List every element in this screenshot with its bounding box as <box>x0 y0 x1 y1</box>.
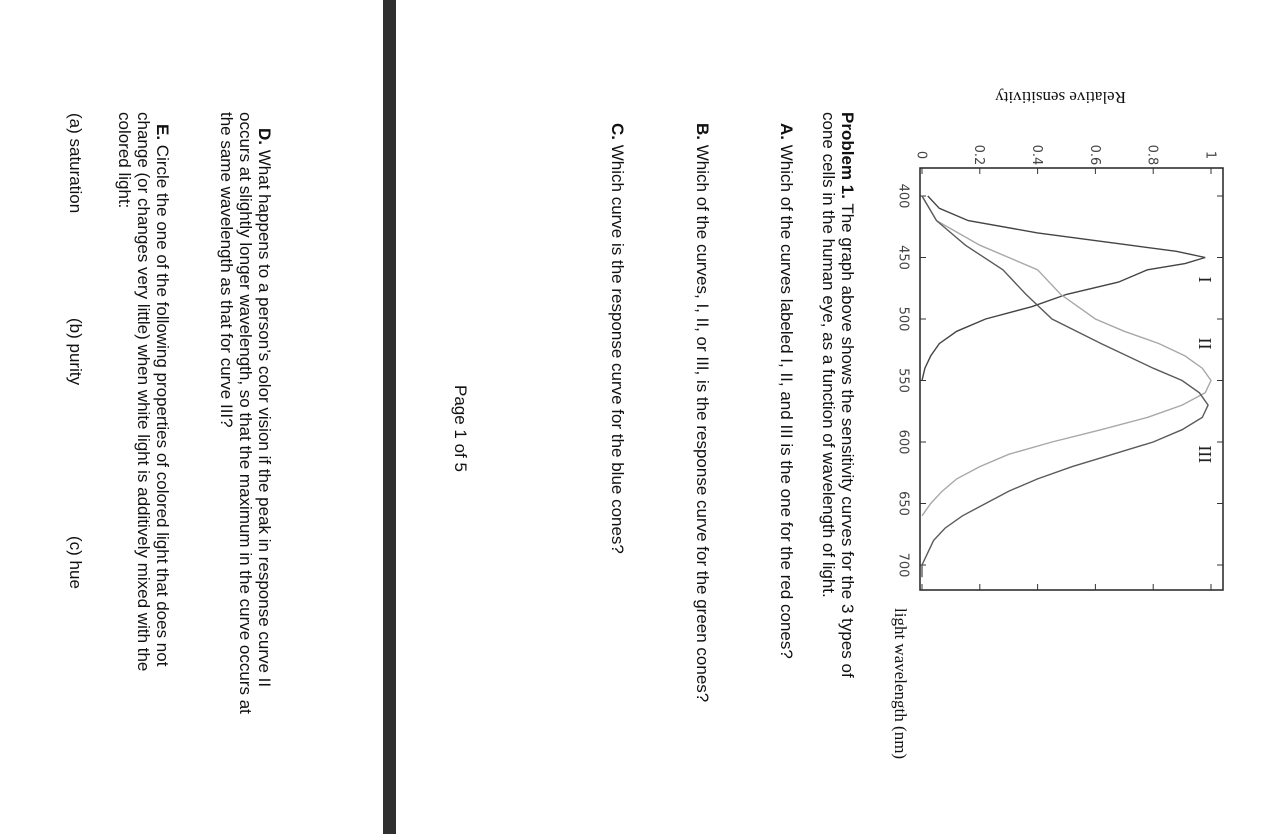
problem-intro-line2: cone cells in the human eye, as a function of wavelength of light. <box>819 112 838 598</box>
y-tick-label: 0 <box>913 150 929 160</box>
y-tick-label: 1 <box>1202 150 1218 160</box>
page-divider <box>383 0 396 834</box>
y-tick-label: 0.6 <box>1086 144 1102 166</box>
question-e-line3: colored light: <box>115 112 134 209</box>
question-c: C. Which curve is the response curve for the blue cones? <box>608 123 627 554</box>
x-tick-label: 500 <box>895 306 911 332</box>
page-number: Page 1 of 5 <box>451 385 470 472</box>
problem-title: Problem 1. <box>838 112 857 199</box>
y-tick-label: 0.8 <box>1144 144 1160 166</box>
question-d-line2: occurs at slightly longer wavelength, so that the maximum in the curve occurs at <box>236 112 255 714</box>
question-e-line1: E. Circle the one of the following properties of colored light that does not <box>153 124 172 667</box>
x-tick-label: 550 <box>895 368 911 393</box>
x-tick-label: 700 <box>895 552 911 578</box>
x-tick-label: 650 <box>895 491 911 516</box>
option-saturation[interactable]: (a) saturation <box>66 113 85 214</box>
problem-intro-line1: Problem 1. The graph above shows the sensitivity curves for the 3 types of <box>838 112 857 678</box>
y-axis-label: Relative sensitivity <box>995 88 1126 107</box>
option-purity[interactable]: (b) purity <box>66 318 85 386</box>
y-tick-label: 0.4 <box>1029 144 1045 166</box>
question-a: A. Which of the curves labeled I, II, and III is the one for the red cones? <box>777 123 796 659</box>
curve-label-ii: II <box>1194 337 1215 350</box>
option-hue[interactable]: (c) hue <box>66 536 85 589</box>
chart-curves <box>922 196 1211 577</box>
question-b: B. Which of the curves, I, II, or III, is the response curve for the green cones? <box>693 123 712 703</box>
curve-label-i: I <box>1194 276 1215 283</box>
question-d-line3: the same wavelength as that for curve III? <box>217 112 236 428</box>
curve-ii <box>922 196 1211 516</box>
x-tick-label: 450 <box>895 245 911 270</box>
question-d-line1: D. What happens to a person’s color vision if the peak in response curve II <box>255 128 274 688</box>
question-e-line2: change (or changes very little) when white light is additively mixed with the <box>134 112 153 672</box>
y-tick-label: 0.2 <box>971 144 987 166</box>
x-tick-label: 400 <box>895 183 911 209</box>
x-axis-label: light wavelength (nm) <box>891 608 910 760</box>
curve-i <box>922 196 1205 381</box>
x-tick-label: 600 <box>895 429 911 455</box>
curve-label-iii: III <box>1194 445 1215 464</box>
curve-iii <box>922 196 1208 577</box>
